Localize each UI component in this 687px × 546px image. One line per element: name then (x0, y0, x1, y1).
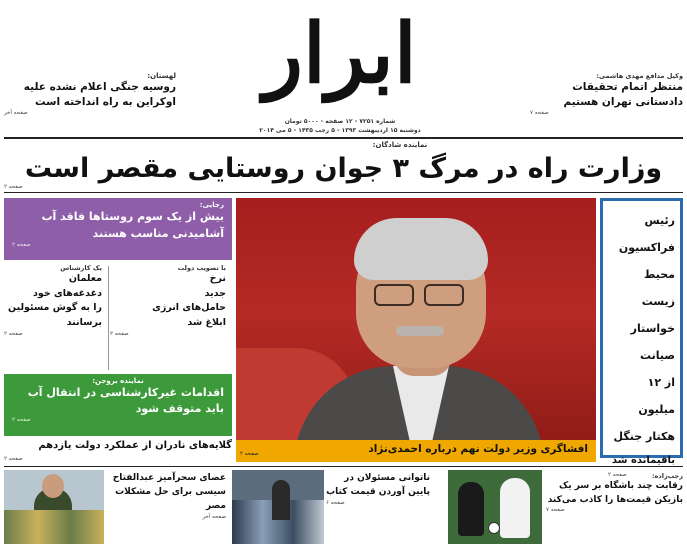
person-glasses-left (374, 284, 414, 306)
bottom-rule (4, 466, 683, 467)
main-headline[interactable]: وزارت راه در مرگ ۳ جوان روستایی مقصر است (24, 153, 663, 184)
masthead (225, 4, 455, 138)
col-a-line-3: حامل‌های انرژی (152, 302, 226, 314)
masthead-rule (4, 137, 683, 139)
date-line: دوشنبه ۱۵ اردیبهشت ۱۳۹۳ - ۵ رجب ۱۴۳۵ - ۵ می ۲۰۱۴ (259, 127, 421, 134)
purple-box[interactable] (4, 198, 232, 260)
green-kicker: نماینده بروجن: (92, 377, 144, 385)
story-sisi-page: صفحه آخر (202, 513, 226, 520)
complaints-page: صفحه ۲ (4, 456, 23, 462)
story-books-text: ناتوانی مسئولان در پایین آوردن قیمت کتاب (326, 473, 430, 497)
col-a-page: صفحه ۲ (110, 330, 129, 337)
top-right-kicker: وکیل مدافع مهدی هاشمی: (596, 72, 683, 80)
col-a[interactable] (110, 264, 232, 372)
col-b[interactable] (4, 264, 106, 372)
main-kicker: نماینده شادگان: (372, 141, 428, 149)
story-football-kicker: رجب‌زاده: (651, 472, 683, 480)
bookfair-photo (232, 470, 324, 544)
col-a-kicker: با تصویب دولت (177, 264, 226, 272)
top-left-page: صفحه آخر (4, 110, 28, 117)
top-left-story[interactable] (4, 72, 176, 130)
sisi-photo (4, 470, 104, 544)
headline-rule (4, 192, 683, 193)
person-glasses-right (424, 284, 464, 306)
photo-caption-text: افشاگری وزیر دولت نهم درباره احمدی‌نژاد (368, 443, 588, 455)
right-line-4: خواستار (630, 322, 675, 335)
col-b-line-1: معلمان (68, 273, 102, 284)
story-sisi[interactable] (106, 472, 226, 542)
sisi-photo-bg-figures (4, 510, 104, 544)
minister-photo (236, 198, 596, 460)
green-box[interactable] (4, 374, 232, 436)
right-line-7: هکتار جنگل (613, 430, 675, 443)
col-b-kicker: یک کارشناس (60, 264, 102, 272)
story-sisi-text: عصای سحرآمیز عبدالفتاح سیسی برای حل مشکلات مصر (112, 473, 226, 511)
right-line-5: صیانت (639, 349, 675, 362)
issue-line: شماره ۷۲۵۱ - ۱۲ صفحه - ۵۰۰۰ تومان (284, 118, 396, 125)
top-right-story[interactable] (530, 72, 683, 130)
purple-headline: بیش از یک سوم روستاها فاقد آب آشامیدنی مناسب هستند (41, 210, 224, 240)
person-mustache (396, 326, 444, 336)
story-football-page: صفحه ۷ (546, 507, 565, 513)
story-football-text: رقابت چند باشگاه بر سر یک بازیکن قیمت‌ها را کاذب می‌کند (547, 481, 683, 505)
story-football[interactable] (546, 472, 683, 542)
complaints-headline[interactable]: گلایه‌های نادران از عملکرد دولت یازدهم (38, 440, 232, 451)
top-left-headline: روسیه جنگی اعلام نشده علیه اوکراین به راه انداخته است (23, 81, 176, 109)
top-right-headline: منتظر اتمام تحقیقات دادستانی تهران هستیم (563, 81, 683, 109)
col-b-page: صفحه ۲ (4, 330, 23, 337)
green-headline: اقدامات غیرکارشناسی در انتقال آب باید متوقف شود (27, 386, 224, 415)
right-line-8: باقیمانده شد (611, 455, 675, 466)
right-line-3: محیط زیست (641, 268, 675, 308)
main-headline-page: صفحه ۲ (4, 184, 23, 190)
football-photo-player-white (500, 478, 530, 538)
person-hair (354, 218, 488, 280)
col-b-line-4: برسانند (66, 317, 102, 329)
col-a-line-4: ابلاغ شد (187, 317, 226, 329)
right-line-2: فراکسیون (618, 241, 675, 254)
photo-caption-page: صفحه ۲ (240, 451, 259, 457)
sisi-photo-head (42, 474, 64, 498)
football-photo-ball (488, 522, 500, 534)
purple-page: صفحه ۲ (12, 242, 31, 248)
photo-caption-bar[interactable] (236, 440, 596, 462)
green-page: صفحه ۲ (12, 416, 31, 423)
top-left-kicker: لهستان: (147, 72, 176, 80)
right-line-6: از ۱۲ میلیون (638, 376, 675, 416)
logo: ابرار (263, 6, 417, 102)
right-column-page: صفحه ۲ (608, 472, 627, 478)
football-photo-player-dark (458, 482, 484, 536)
col-b-line-3: را به گوش مسئولین (8, 302, 102, 314)
col-b-line-2: دغدغه‌های خود (33, 287, 102, 299)
purple-kicker: رجایی: (199, 201, 224, 209)
story-books-page: صفحه ۶ (326, 499, 345, 506)
right-line-1: رئیس (644, 214, 675, 227)
football-photo (448, 470, 542, 544)
col-a-line-1: نرخ (209, 273, 226, 284)
col-divider (108, 266, 109, 370)
col-a-line-2: جدید (204, 287, 226, 299)
bookfair-photo-person (272, 480, 290, 520)
top-right-page: صفحه ۷ (530, 110, 549, 117)
story-books[interactable] (326, 472, 430, 542)
